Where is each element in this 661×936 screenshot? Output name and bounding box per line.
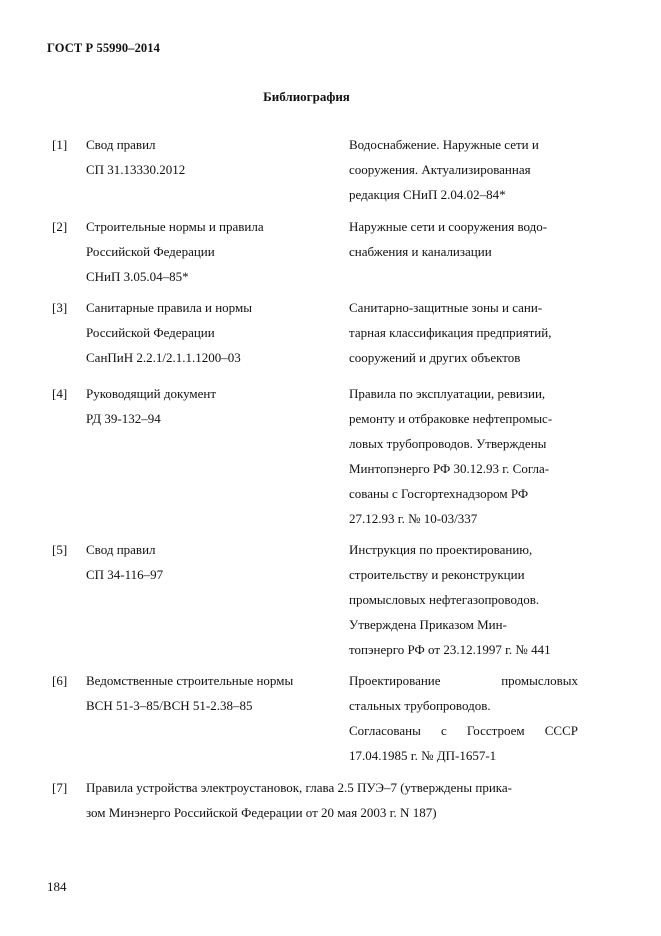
entry-description-line: 17.04.1985 г. № ДП-1657-1: [349, 748, 497, 763]
entry-source: [86, 132, 336, 182]
entry-description-line: Водоснабжение. Наружные сети и: [349, 137, 539, 152]
entry-description: [349, 214, 578, 264]
entry-number: [6]: [52, 673, 68, 688]
page-number: 184: [47, 879, 67, 894]
entry-description-line: топэнерго РФ от 23.12.1997 г. № 441: [349, 642, 551, 657]
entry-description: [349, 537, 578, 662]
entry-description-line: сооружений и других объектов: [349, 350, 521, 365]
entry-description: [349, 132, 578, 207]
entry-text-line: Правила устройства электроустановок, глава 2.5 ПУЭ–7 (утверждены прика-: [86, 780, 513, 795]
entry-description: [349, 295, 578, 370]
entry-source: [86, 668, 336, 718]
entry-description-line: Инструкция по проектированию,: [349, 542, 533, 557]
entry-description-line: тарная классификация предприятий,: [349, 325, 552, 340]
entry-source-line: Российской Федерации: [86, 244, 215, 259]
entry-number: [1]: [52, 137, 68, 152]
entry-description-line: Наружные сети и сооружения водо-: [349, 219, 548, 234]
entry-description-line: редакция СНиП 2.04.02–84*: [349, 187, 506, 202]
entry-description-line: Согласованы с Госстроем СССР: [349, 723, 578, 738]
entry-text-line: зом Минэнерго Российской Федерации от 20 мая 2003 г. N 187): [86, 805, 437, 820]
entry-source-line: Свод правил: [86, 137, 156, 152]
entry-source-line: СНиП 3.05.04–85*: [86, 269, 189, 284]
entry-description-line: Проектирование промысловых: [349, 673, 578, 688]
entry-description-line: 27.12.93 г. № 10-03/337: [349, 511, 478, 526]
document-header: ГОСТ Р 55990–2014: [47, 41, 160, 55]
entry-source-line: ВСН 51-3–85/ВСН 51-2.38–85: [86, 698, 253, 713]
entry-number: [7]: [52, 780, 68, 795]
entry-description-line: промысловых нефтегазопроводов.: [349, 592, 540, 607]
entry-source-line: Свод правил: [86, 542, 156, 557]
entry-number: [5]: [52, 542, 68, 557]
entry-full-text: [86, 775, 566, 825]
entry-source: [86, 381, 336, 431]
entry-description-line: ремонту и отбраковке нефтепромыс-: [349, 411, 553, 426]
entry-source-line: Российской Федерации: [86, 325, 215, 340]
entry-source-line: СанПиН 2.2.1/2.1.1.1200–03: [86, 350, 241, 365]
entry-source-line: Ведомственные строительные нормы: [86, 673, 294, 688]
entry-description-line: ловых трубопроводов. Утверждены: [349, 436, 547, 451]
entry-source-line: СП 34-116–97: [86, 567, 164, 582]
entry-description-line: Санитарно-защитные зоны и сани-: [349, 300, 543, 315]
entry-number: [2]: [52, 219, 68, 234]
entry-source: [86, 295, 336, 370]
entry-number: [4]: [52, 386, 68, 401]
entry-description-line: Утверждена Приказом Мин-: [349, 617, 507, 632]
entry-source-line: Руководящий документ: [86, 386, 217, 401]
entry-source-line: СП 31.13330.2012: [86, 162, 186, 177]
entry-description-line: снабжения и канализации: [349, 244, 492, 259]
entry-description-line: строительству и реконструкции: [349, 567, 525, 582]
entry-description-line: сооружения. Актуализированная: [349, 162, 531, 177]
entry-number: [3]: [52, 300, 68, 315]
entry-source-line: Строительные нормы и правила: [86, 219, 264, 234]
entry-source-line: РД 39-132–94: [86, 411, 161, 426]
entry-source: [86, 537, 336, 587]
entry-description: [349, 668, 578, 768]
entry-description-line: стальных трубопроводов.: [349, 698, 491, 713]
bibliography-title: Библиография: [263, 89, 350, 104]
entry-description-line: Правила по эксплуатации, ревизии,: [349, 386, 546, 401]
entry-source-line: Санитарные правила и нормы: [86, 300, 252, 315]
entry-source: [86, 214, 336, 289]
entry-description: [349, 381, 578, 531]
entry-description-line: сованы с Госгортехнадзором РФ: [349, 486, 529, 501]
entry-description-line: Минтопэнерго РФ 30.12.93 г. Согла-: [349, 461, 550, 476]
